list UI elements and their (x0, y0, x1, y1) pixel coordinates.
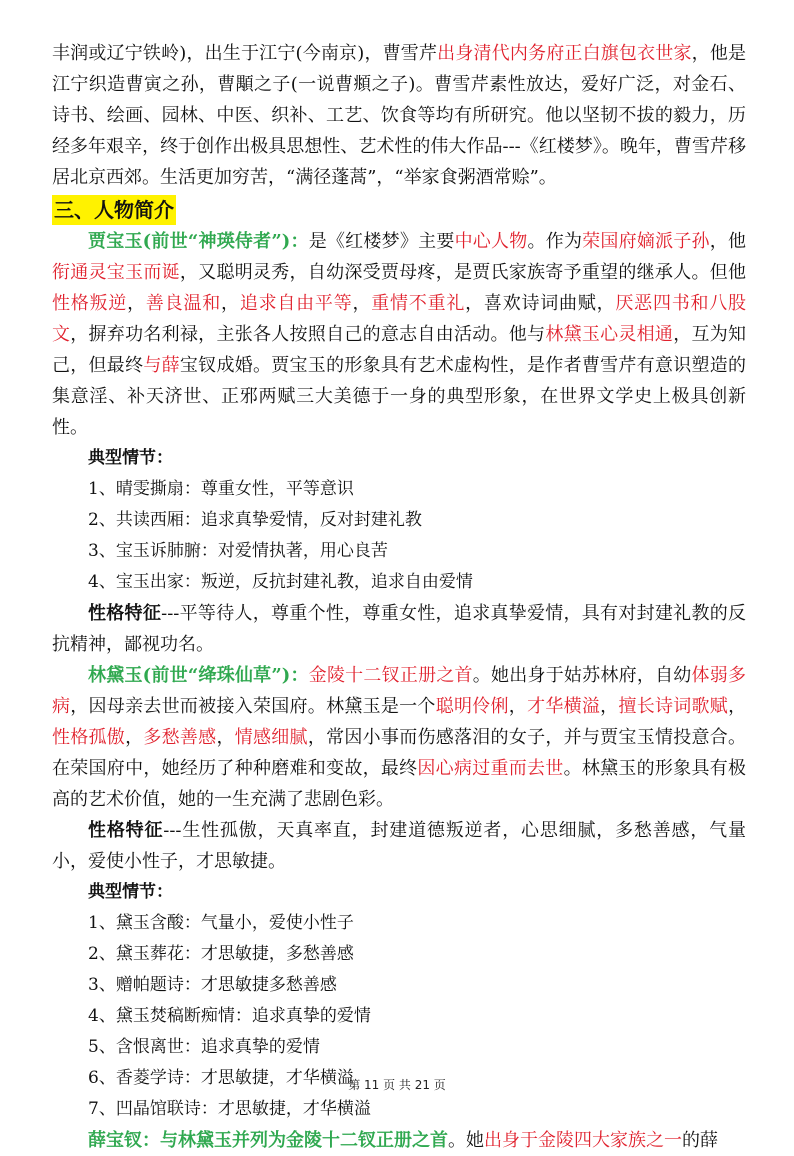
baochai-paragraph (52, 1125, 746, 1156)
daiyu-red: 金陵十二钗正册之首 (308, 665, 473, 686)
daiyu-text: ， (216, 727, 235, 748)
daiyu-plot-item: 4、黛玉焚稿断痴情：追求真挚的爱情 (88, 1006, 371, 1026)
baoyu-red: 善良温和 (145, 293, 222, 314)
baoyu-red: 性格叛逆 (52, 293, 128, 314)
baoyu-red: 中心人物 (454, 231, 528, 252)
baoyu-plot-item: 1、晴雯撕扇：尊重女性，平等意识 (88, 479, 354, 499)
baoyu-red: 衔通灵宝玉而诞 (52, 262, 180, 283)
baoyu-text: ，互为知己，但最终 (52, 324, 747, 376)
baoyu-red: 追求自由平等 (239, 293, 353, 314)
daiyu-plots-title: 典型情节： (88, 882, 173, 902)
baoyu-paragraph (52, 226, 746, 443)
baoyu-text: 。作为 (527, 231, 583, 252)
daiyu-red: 才华横溢 (527, 696, 601, 717)
intro-highlight: 出身清代内务府正白旗包衣世家 (437, 43, 692, 64)
baoyu-red: 厌恶四书和八股文 (52, 293, 747, 345)
daiyu-plot-item: 3、赠帕题诗：才思敏捷多愁善感 (88, 975, 337, 995)
baoyu-plot-item: 4、宝玉出家：叛逆，反抗封建礼教，追求自由爱情 (88, 572, 473, 592)
daiyu-red: 多愁善感 (143, 727, 217, 748)
baoyu-trait-label: 性格特征 (88, 603, 162, 624)
baoyu-name: 贾宝玉(前世“神瑛侍者”)： (88, 231, 309, 252)
baoyu-red: 重情不重礼 (371, 293, 466, 314)
intro-paragraph (52, 38, 746, 193)
daiyu-text: 。她出身于姑苏林府，自幼 (472, 665, 692, 686)
baoyu-text: 是《红楼梦》主要 (308, 231, 455, 252)
daiyu-plot-item: 7、凹晶馆联诗：才思敏捷，才华横溢 (88, 1099, 371, 1119)
baoyu-text: ，摒弃功名利禄，主张各人按照自己的意志自由活动。他与 (70, 324, 546, 345)
daiyu-text: ， (125, 727, 144, 748)
baoyu-text: ， (221, 293, 240, 314)
baochai-green: 与林黛玉并列为金陵十二钗正册之首 (160, 1130, 448, 1151)
intro-text-2: ，他是江宁织造曹寅之孙，曹顒之子(一说曹頫之子)。曹雪芹素性放达，爱好广泛，对金石、诗书、绘画、园林、中医、织补、工艺、饮食等均有所研究。他以坚韧不拔的毅力，历经多年艰辛，终于创作出极具思想性、艺术性的伟大作品---《红楼梦》。晚年，曹雪芹移居北京西郊。生活更加穷苦，“满径蓬蒿”，“举家食粥酒常赊”。 (52, 43, 746, 188)
section-heading: 三、人物简介 (52, 195, 176, 225)
baoyu-red: 荣国府嫡派子孙 (582, 231, 710, 252)
daiyu-red: 情感细腻 (234, 727, 308, 748)
daiyu-name: 林黛玉(前世“绛珠仙草”)： (88, 665, 309, 686)
daiyu-trait-text: ---生性孤傲，天真率直，封建道德叛逆者，心思细腻，多愁善感，气量小，爱使小性子，才思敏捷。 (52, 820, 746, 872)
baoyu-plots-title: 典型情节： (88, 448, 173, 468)
daiyu-text: ， (600, 696, 619, 717)
daiyu-text: ， (508, 696, 528, 717)
daiyu-trait (52, 815, 746, 877)
daiyu-trait-label: 性格特征 (88, 820, 164, 841)
baoyu-text: ，又聪明灵秀，自幼深受贾母疼，是贾氏家族寄予重望的继承人。但他 (179, 262, 747, 283)
baoyu-plot-item: 2、共读西厢：追求真挚爱情，反对封建礼教 (88, 510, 422, 530)
baoyu-red: 与薛 (143, 355, 180, 376)
daiyu-red: 因心病过重而去世 (417, 758, 564, 779)
baoyu-text: ，喜欢诗词曲赋， (465, 293, 616, 314)
daiyu-red: 擅长诗词歌赋 (618, 696, 729, 717)
baoyu-text: ，他 (709, 231, 747, 252)
baochai-text: 。她 (448, 1130, 484, 1151)
daiyu-text: ，常因小事而伤感落泪的女子，并与贾宝玉情投意合。在荣国府中，她经历了种种磨难和变故，最终 (52, 727, 747, 779)
daiyu-red: 聪明伶俐 (435, 696, 509, 717)
daiyu-red: 体弱多病 (52, 665, 746, 717)
daiyu-text: 。林黛玉的形象具有极高的艺术价值，她的一生充满了悲剧色彩。 (52, 758, 747, 810)
baoyu-trait (52, 598, 746, 660)
daiyu-plot-item: 5、含恨离世：追求真挚的爱情 (88, 1037, 320, 1057)
baochai-text: 的薛 (682, 1130, 718, 1151)
section-heading-wrap (52, 193, 746, 226)
baoyu-text: ， (352, 293, 372, 314)
baochai-red: 出身于金陵四大家族之一 (484, 1130, 682, 1151)
baoyu-red: 林黛玉心灵相通 (545, 324, 674, 345)
intro-text-1: 丰润或辽宁铁岭)，出生于江宁(今南京)，曹雪芹 (52, 43, 438, 64)
baoyu-plot-item: 3、宝玉诉肺腑：对爱情执著，用心良苦 (88, 541, 388, 561)
daiyu-red: 性格孤傲 (52, 727, 126, 748)
daiyu-plot-item: 2、黛玉葬花：才思敏捷，多愁善感 (88, 944, 354, 964)
page-footer: 第 11 页 共 21 页 (348, 1078, 446, 1092)
daiyu-plot-item: 6、香菱学诗：才思敏捷，才华横溢 (88, 1068, 354, 1088)
baoyu-text: 宝钗成婚。贾宝玉的形象具有艺术虚构性，是作者曹雪芹有意识塑造的集意淫、补天济世、正邪两赋三大美德于一身的典型形象，在世界文学史上极具创新性。 (52, 355, 747, 438)
daiyu-text: ，因母亲去世而被接入荣国府。林黛玉是一个 (70, 696, 436, 717)
daiyu-paragraph (52, 660, 746, 815)
document-page (52, 38, 746, 1156)
daiyu-plot-item: 1、黛玉含酸：气量小，爱使小性子 (88, 913, 354, 933)
daiyu-text: ， (728, 696, 747, 717)
baoyu-text: ， (127, 293, 146, 314)
baoyu-trait-text: ---平等待人，尊重个性，尊重女性，追求真挚爱情，具有对封建礼教的反抗精神，鄙视功名。 (52, 603, 747, 655)
baochai-name: 薛宝钗： (88, 1130, 160, 1151)
